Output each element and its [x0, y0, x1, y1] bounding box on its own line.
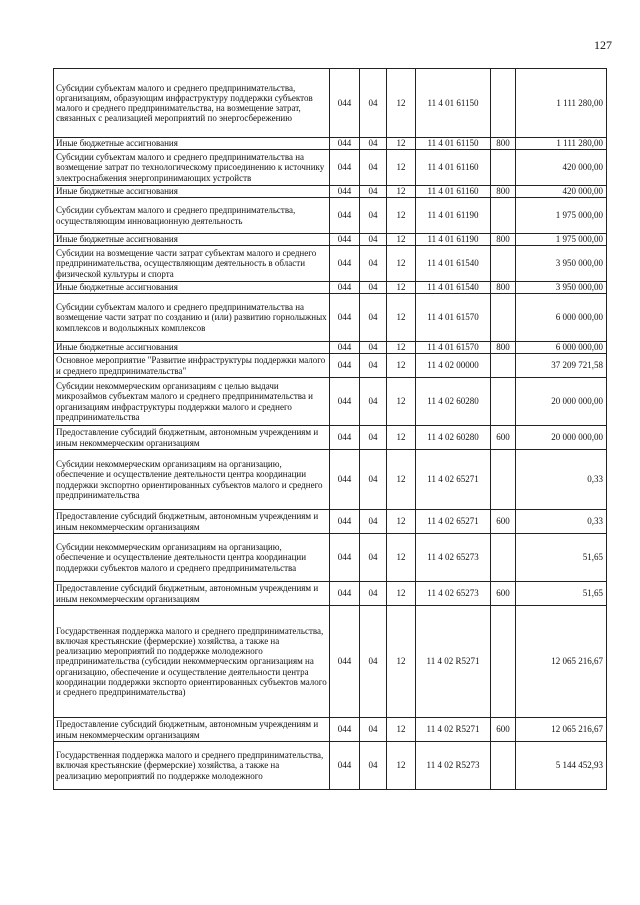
- cell-subsection: 12: [387, 378, 416, 426]
- cell-subsection: 12: [387, 342, 416, 354]
- cell-expense-type: 600: [491, 426, 516, 450]
- cell-expense-type: [491, 198, 516, 234]
- cell-subsection: 12: [387, 186, 416, 198]
- table-row: [54, 450, 607, 510]
- cell-name: Предоставление субсидий бюджетным, автономным учреждениям и иным некоммерческим организациям: [54, 510, 330, 534]
- cell-subsection: 12: [387, 198, 416, 234]
- cell-subsection: 12: [387, 282, 416, 294]
- cell-name: Субсидии на возмещение части затрат субъектам малого и среднего предпринимательства, осуществляющим деятельность в области физической культуры и спорта: [54, 246, 330, 282]
- cell-section: 04: [360, 294, 387, 342]
- table-row: [54, 342, 607, 354]
- cell-section: 04: [360, 186, 387, 198]
- cell-section: 04: [360, 354, 387, 378]
- cell-amount: 1 111 280,00: [516, 69, 607, 138]
- cell-expense-type: 800: [491, 282, 516, 294]
- cell-amount: 51,65: [516, 582, 607, 606]
- cell-target-article: 11 4 01 61540: [416, 246, 491, 282]
- cell-target-article: 11 4 02 R5271: [416, 718, 491, 742]
- cell-name: Иные бюджетные ассигнования: [54, 342, 330, 354]
- page-number: 127: [594, 38, 612, 52]
- cell-section: 04: [360, 450, 387, 510]
- cell-amount: 20 000 000,00: [516, 378, 607, 426]
- cell-expense-type: [491, 69, 516, 138]
- cell-name: Предоставление субсидий бюджетным, автономным учреждениям и иным некоммерческим организациям: [54, 718, 330, 742]
- table-row: [54, 582, 607, 606]
- table-row: [54, 378, 607, 426]
- cell-target-article: 11 4 01 61150: [416, 138, 491, 150]
- cell-amount: 5 144 452,93: [516, 742, 607, 790]
- table-row: [54, 138, 607, 150]
- cell-name: Субсидии субъектам малого и среднего предпринимательства на возмещение части затрат по созданию и (или) развитию горнолыжных комплексов и водолыжных комплексов: [54, 294, 330, 342]
- cell-amount: 0,33: [516, 510, 607, 534]
- cell-ved: 044: [330, 246, 360, 282]
- cell-ved: 044: [330, 450, 360, 510]
- cell-name: Иные бюджетные ассигнования: [54, 138, 330, 150]
- cell-amount: 420 000,00: [516, 186, 607, 198]
- cell-subsection: 12: [387, 138, 416, 150]
- cell-amount: 3 950 000,00: [516, 282, 607, 294]
- cell-section: 04: [360, 718, 387, 742]
- cell-target-article: 11 4 01 61160: [416, 186, 491, 198]
- cell-subsection: 12: [387, 606, 416, 718]
- cell-ved: 044: [330, 342, 360, 354]
- cell-name: Субсидии некоммерческим организациям на организацию, обеспечение и осуществление деятельности центра координации поддержки экспортно ориентированных субъектов малого и среднего предпринимательства: [54, 450, 330, 510]
- cell-subsection: 12: [387, 246, 416, 282]
- cell-ved: 044: [330, 534, 360, 582]
- cell-name: Иные бюджетные ассигнования: [54, 186, 330, 198]
- cell-name: Субсидии некоммерческим организациям на организацию, обеспечение и осуществление деятельности центра координации поддержки субъектов малого и среднего предпринимательства: [54, 534, 330, 582]
- cell-name: Иные бюджетные ассигнования: [54, 282, 330, 294]
- cell-name: Государственная поддержка малого и среднего предпринимательства, включая крестьянские (фермерские) хозяйства, а также на реализацию мероприятий по поддержке молодежного предпринимательства (субсидии некоммерческим организациям на организацию, обеспечение и осуществление деятельности центра координации поддержки экспорто ориентированных субъектов малого и среднего предпринимательства): [54, 606, 330, 718]
- cell-expense-type: [491, 742, 516, 790]
- table-row: [54, 742, 607, 790]
- cell-amount: 20 000 000,00: [516, 426, 607, 450]
- cell-amount: 0,33: [516, 450, 607, 510]
- cell-expense-type: 800: [491, 234, 516, 246]
- cell-target-article: 11 4 01 61160: [416, 150, 491, 186]
- cell-target-article: 11 4 01 61190: [416, 234, 491, 246]
- cell-subsection: 12: [387, 582, 416, 606]
- cell-expense-type: [491, 534, 516, 582]
- table-row: [54, 246, 607, 282]
- cell-expense-type: [491, 294, 516, 342]
- cell-expense-type: 800: [491, 138, 516, 150]
- cell-target-article: 11 4 02 65271: [416, 450, 491, 510]
- cell-ved: 044: [330, 150, 360, 186]
- cell-expense-type: 600: [491, 582, 516, 606]
- cell-subsection: 12: [387, 234, 416, 246]
- cell-ved: 044: [330, 138, 360, 150]
- cell-name: Субсидии некоммерческим организациям с целью выдачи микрозаймов субъектам малого и среднего предпринимательства и организациям инфраструктуры поддержки малого и среднего предпринимательства: [54, 378, 330, 426]
- cell-target-article: 11 4 01 61150: [416, 69, 491, 138]
- table-row: [54, 69, 607, 138]
- cell-expense-type: [491, 150, 516, 186]
- cell-ved: 044: [330, 606, 360, 718]
- table-row: [54, 150, 607, 186]
- table-row: [54, 186, 607, 198]
- cell-section: 04: [360, 510, 387, 534]
- cell-name: Предоставление субсидий бюджетным, автономным учреждениям и иным некоммерческим организациям: [54, 582, 330, 606]
- cell-ved: 044: [330, 282, 360, 294]
- cell-subsection: 12: [387, 534, 416, 582]
- table-row: [54, 354, 607, 378]
- cell-target-article: 11 4 02 65273: [416, 534, 491, 582]
- budget-table: [53, 68, 607, 790]
- cell-ved: 044: [330, 186, 360, 198]
- cell-expense-type: 600: [491, 718, 516, 742]
- cell-ved: 044: [330, 69, 360, 138]
- cell-section: 04: [360, 342, 387, 354]
- cell-amount: 3 950 000,00: [516, 246, 607, 282]
- cell-amount: 12 065 216,67: [516, 606, 607, 718]
- cell-subsection: 12: [387, 69, 416, 138]
- cell-amount: 1 975 000,00: [516, 198, 607, 234]
- table-row: [54, 234, 607, 246]
- cell-expense-type: [491, 606, 516, 718]
- cell-name: Государственная поддержка малого и среднего предпринимательства, включая крестьянские (фермерские) хозяйства, а также на реализацию мероприятий по поддержке молодежного: [54, 742, 330, 790]
- cell-subsection: 12: [387, 354, 416, 378]
- cell-target-article: 11 4 01 61570: [416, 342, 491, 354]
- cell-name: Субсидии субъектам малого и среднего предпринимательства, осуществляющим инновационную деятельность: [54, 198, 330, 234]
- cell-amount: 51,65: [516, 534, 607, 582]
- cell-section: 04: [360, 378, 387, 426]
- table-body: [54, 69, 607, 790]
- cell-target-article: 11 4 02 R5271: [416, 606, 491, 718]
- cell-amount: 6 000 000,00: [516, 342, 607, 354]
- cell-expense-type: [491, 354, 516, 378]
- cell-expense-type: 800: [491, 342, 516, 354]
- table-row: [54, 606, 607, 718]
- cell-section: 04: [360, 69, 387, 138]
- cell-ved: 044: [330, 426, 360, 450]
- cell-target-article: 11 4 02 R5273: [416, 742, 491, 790]
- cell-target-article: 11 4 02 60280: [416, 378, 491, 426]
- cell-amount: 37 209 721,58: [516, 354, 607, 378]
- table-row: [54, 282, 607, 294]
- cell-amount: 1 111 280,00: [516, 138, 607, 150]
- cell-name: Предоставление субсидий бюджетным, автономным учреждениям и иным некоммерческим организациям: [54, 426, 330, 450]
- cell-name: Основное мероприятие "Развитие инфраструктуры поддержки малого и среднего предпринимательства": [54, 354, 330, 378]
- cell-amount: 420 000,00: [516, 150, 607, 186]
- cell-section: 04: [360, 282, 387, 294]
- cell-expense-type: [491, 246, 516, 282]
- cell-amount: 1 975 000,00: [516, 234, 607, 246]
- cell-name: Субсидии субъектам малого и среднего предпринимательства, организациям, образующим инфраструктуру поддержки субъектов малого и среднего предпринимательства, на возмещение затрат, связанных с реализацией мероприятий по энергосбережению: [54, 69, 330, 138]
- cell-subsection: 12: [387, 510, 416, 534]
- cell-target-article: 11 4 02 65271: [416, 510, 491, 534]
- cell-section: 04: [360, 426, 387, 450]
- cell-ved: 044: [330, 510, 360, 534]
- cell-name: Субсидии субъектам малого и среднего предпринимательства на возмещение затрат по технологическому присоединению к источнику электроснабжения энергопринимающих устройств: [54, 150, 330, 186]
- cell-expense-type: 800: [491, 186, 516, 198]
- table-row: [54, 198, 607, 234]
- cell-subsection: 12: [387, 294, 416, 342]
- table-row: [54, 426, 607, 450]
- cell-expense-type: [491, 450, 516, 510]
- cell-target-article: 11 4 01 61540: [416, 282, 491, 294]
- cell-subsection: 12: [387, 450, 416, 510]
- cell-section: 04: [360, 606, 387, 718]
- cell-expense-type: [491, 378, 516, 426]
- cell-section: 04: [360, 138, 387, 150]
- cell-ved: 044: [330, 378, 360, 426]
- cell-section: 04: [360, 742, 387, 790]
- cell-ved: 044: [330, 718, 360, 742]
- cell-ved: 044: [330, 294, 360, 342]
- cell-section: 04: [360, 534, 387, 582]
- cell-section: 04: [360, 234, 387, 246]
- cell-subsection: 12: [387, 718, 416, 742]
- cell-ved: 044: [330, 582, 360, 606]
- cell-target-article: 11 4 02 00000: [416, 354, 491, 378]
- cell-ved: 044: [330, 234, 360, 246]
- table-row: [54, 510, 607, 534]
- cell-target-article: 11 4 02 60280: [416, 426, 491, 450]
- cell-expense-type: 600: [491, 510, 516, 534]
- cell-target-article: 11 4 01 61190: [416, 198, 491, 234]
- cell-target-article: 11 4 02 65273: [416, 582, 491, 606]
- cell-amount: 12 065 216,67: [516, 718, 607, 742]
- cell-ved: 044: [330, 198, 360, 234]
- cell-section: 04: [360, 198, 387, 234]
- cell-subsection: 12: [387, 742, 416, 790]
- table-row: [54, 718, 607, 742]
- cell-target-article: 11 4 01 61570: [416, 294, 491, 342]
- cell-ved: 044: [330, 354, 360, 378]
- cell-section: 04: [360, 150, 387, 186]
- cell-section: 04: [360, 582, 387, 606]
- cell-amount: 6 000 000,00: [516, 294, 607, 342]
- cell-ved: 044: [330, 742, 360, 790]
- table-row: [54, 294, 607, 342]
- cell-subsection: 12: [387, 426, 416, 450]
- cell-name: Иные бюджетные ассигнования: [54, 234, 330, 246]
- cell-section: 04: [360, 246, 387, 282]
- cell-subsection: 12: [387, 150, 416, 186]
- table-row: [54, 534, 607, 582]
